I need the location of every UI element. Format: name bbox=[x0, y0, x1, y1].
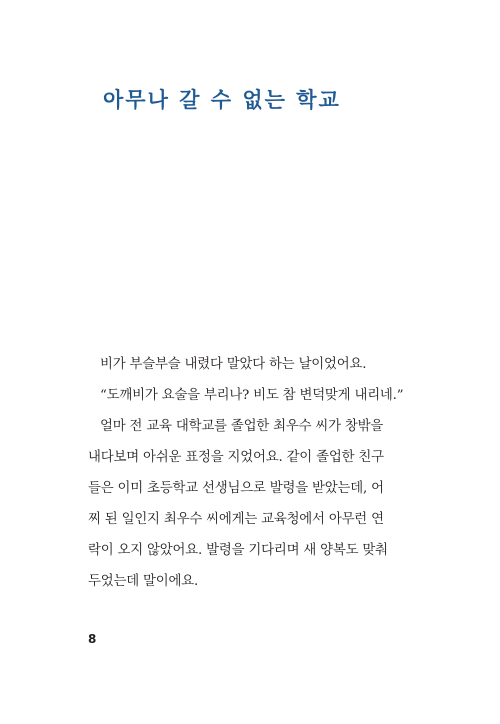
chapter-title: 아무나 갈 수 없는 학교 bbox=[103, 88, 341, 112]
body-line: 락이 오지 않았어요. 발령을 기다리며 새 양복도 맞춰 bbox=[88, 543, 388, 558]
body-line: 얼마 전 교육 대학교를 졸업한 최우수 씨가 창밖을 bbox=[100, 419, 384, 434]
page-number: 8 bbox=[88, 632, 97, 646]
body-line: 들은 이미 초등학교 선생님으로 발령을 받았는데, 어 bbox=[88, 481, 384, 496]
body-line: 찌 된 일인지 최우수 씨에게는 교육청에서 아무런 연 bbox=[88, 512, 384, 527]
body-line: 비가 부슬부슬 내렸다 말았다 하는 날이었어요. bbox=[100, 357, 367, 372]
body-line: 두었는데 말이에요. bbox=[88, 574, 198, 589]
body-line: “도깨비가 요술을 부리나? 비도 참 변덕맞게 내리네.” bbox=[100, 388, 404, 403]
body-text bbox=[88, 349, 418, 597]
body-line: 내다보며 아쉬운 표정을 지었어요. 같이 졸업한 친구 bbox=[88, 450, 384, 465]
